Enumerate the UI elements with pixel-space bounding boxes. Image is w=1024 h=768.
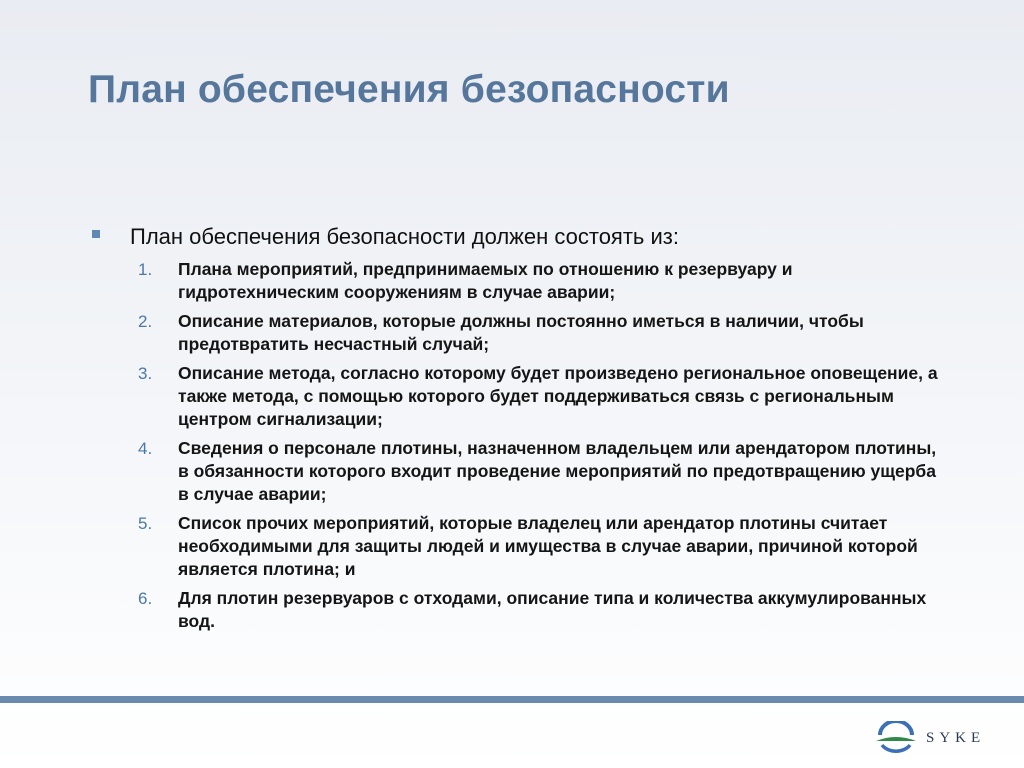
list-item	[88, 512, 948, 581]
list-item-number: 2.	[138, 312, 153, 331]
list-item	[88, 362, 948, 431]
syke-logo-icon	[874, 721, 918, 755]
main-bullet-text: План обеспечения безопасности должен состоять из:	[130, 224, 679, 249]
list-item-number: 1.	[138, 260, 153, 279]
list-item-text: Описание материалов, которые должны постоянно иметься в наличии, чтобы предотвратить несчастный случай;	[178, 311, 864, 354]
slide-title: План обеспечения безопасности	[88, 68, 730, 111]
bottom-band-divider	[0, 696, 1024, 703]
list-item	[88, 310, 948, 356]
list-item	[88, 437, 948, 506]
list-item-text: Для плотин резервуаров с отходами, описание типа и количества аккумулированных вод.	[178, 588, 927, 631]
logo-text: SYKE	[926, 730, 986, 746]
list-item-text: Плана мероприятий, предпринимаемых по отношению к резервуару и гидротехническим сооружениям в случае аварии;	[178, 259, 793, 302]
square-bullet-icon	[92, 230, 100, 238]
list-item-text: Сведения о персонале плотины, назначенном владельцем или арендатором плотины, в обязанности которого входит проведение мероприятий по предотвращению ущерба в случае аварии;	[178, 438, 937, 504]
main-bullet	[88, 222, 948, 252]
list-item-text: Список прочих мероприятий, которые владелец или арендатор плотины считает необходимыми для защиты людей и имущества в случае аварии, причиной которой является плотина; и	[178, 513, 918, 579]
list-item-number: 4.	[138, 439, 153, 458]
list-item	[88, 258, 948, 304]
syke-logo	[874, 720, 985, 756]
numbered-list	[88, 258, 948, 633]
slide-content	[88, 222, 948, 639]
list-item-number: 5.	[138, 514, 153, 533]
list-item-number: 6.	[138, 589, 153, 608]
list-item	[88, 587, 948, 633]
list-item-number: 3.	[138, 364, 153, 383]
list-item-text: Описание метода, согласно которому будет произведено региональное оповещение, а также метода, с помощью которого будет поддерживаться связь с региональным центром сигнализации;	[178, 363, 938, 429]
